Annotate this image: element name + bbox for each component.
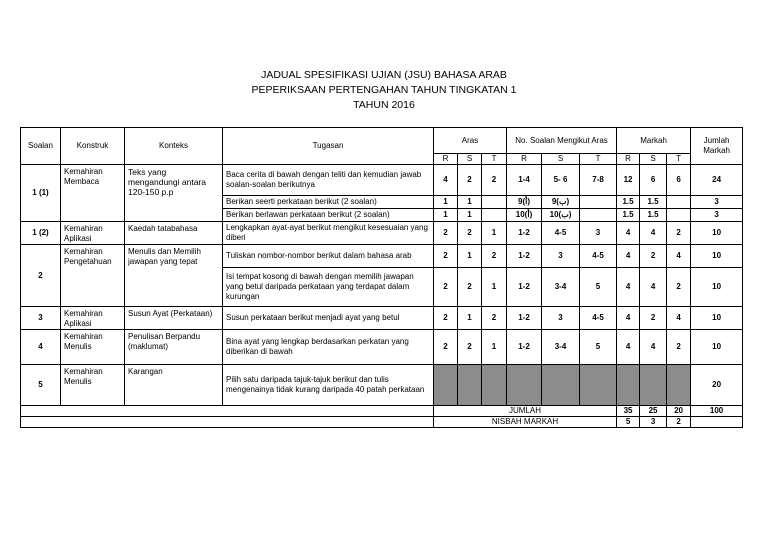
aras-r-cell: 2 — [434, 330, 458, 365]
markah-t-cell — [667, 365, 691, 406]
table-row — [21, 165, 743, 196]
aras-r-cell: 1 — [434, 196, 458, 209]
jumlah-markah-cell: 10 — [691, 268, 743, 307]
konstruk-cell: Kemahiran Pengetahuan — [61, 245, 125, 307]
no-soalan-s-cell: 5- 6 — [542, 165, 580, 196]
konteks-cell: Kaedah tatabahasa — [125, 222, 223, 245]
aras-s-cell: 1 — [458, 209, 482, 222]
markah-r-cell — [617, 365, 640, 406]
aras-t-cell — [482, 209, 507, 222]
nisbah-s: 3 — [640, 417, 667, 428]
konstruk-cell: Kemahiran Aplikasi — [61, 307, 125, 330]
nisbah-t: 2 — [667, 417, 691, 428]
no-soalan-t-cell — [580, 365, 617, 406]
nisbah-row — [21, 417, 743, 428]
jumlah-markah-cell: 10 — [691, 330, 743, 365]
aras-t-cell — [482, 196, 507, 209]
nisbah-label: NISBAH MARKAH — [434, 417, 617, 428]
jsu-table — [20, 127, 743, 428]
soalan-cell: 1 (2) — [21, 222, 61, 245]
aras-s-cell: 2 — [458, 222, 482, 245]
no-soalan-s-cell — [542, 365, 580, 406]
markah-t-cell: 4 — [667, 307, 691, 330]
header-konstruk: Konstruk — [61, 128, 125, 165]
aras-s-cell — [458, 365, 482, 406]
aras-r-cell: 2 — [434, 268, 458, 307]
markah-s-cell: 1.5 — [640, 209, 667, 222]
markah-t-cell: 4 — [667, 245, 691, 268]
subheader-t: T — [482, 154, 507, 165]
header-markah: Markah — [617, 128, 691, 154]
konteks-cell: Susun Ayat (Perkataan) — [125, 307, 223, 330]
konstruk-cell: Kemahiran Menulis — [61, 330, 125, 365]
title-line-2: PEPERIKSAAN PERTENGAHAN TAHUN TINGKATAN 1 — [251, 84, 517, 96]
aras-s-cell: 2 — [458, 268, 482, 307]
aras-r-cell: 2 — [434, 245, 458, 268]
tugasan-cell: Tuliskan nombor-nombor berikut dalam bahasa arab — [223, 245, 434, 268]
subheader-r: R — [507, 154, 542, 165]
soalan-cell: 2 — [21, 245, 61, 307]
tugasan-cell: Susun perkataan berikut menjadi ayat yang betul — [223, 307, 434, 330]
blank-cell — [691, 417, 743, 428]
blank-cell — [21, 417, 434, 428]
markah-s-cell: 6 — [640, 165, 667, 196]
no-soalan-t-cell: 5 — [580, 330, 617, 365]
no-soalan-s-cell: 10(ب) — [542, 209, 580, 222]
aras-t-cell: 2 — [482, 307, 507, 330]
markah-s-cell: 1.5 — [640, 196, 667, 209]
no-soalan-t-cell: 7-8 — [580, 165, 617, 196]
subheader-t: T — [667, 154, 691, 165]
jumlah-markah-cell: 10 — [691, 307, 743, 330]
jumlah-markah-cell: 10 — [691, 222, 743, 245]
tugasan-cell: Berikan seerti perkataan berikut (2 soalan) — [223, 196, 434, 209]
jumlah-label: JUMLAH — [434, 406, 617, 417]
aras-r-cell: 2 — [434, 307, 458, 330]
no-soalan-r-cell — [507, 365, 542, 406]
konteks-cell: Karangan — [125, 365, 223, 406]
aras-s-cell: 1 — [458, 307, 482, 330]
subheader-s: S — [458, 154, 482, 165]
tugasan-cell: Berikan berlawan perkataan berikut (2 soalan) — [223, 209, 434, 222]
markah-s-cell: 4 — [640, 268, 667, 307]
subheader-s: S — [640, 154, 667, 165]
nisbah-r: 5 — [617, 417, 640, 428]
markah-s-cell — [640, 365, 667, 406]
tugasan-cell: Isi tempat kosong di bawah dengan memilih jawapan yang betul daripada perkataan yang terdapat dalam kurungan — [223, 268, 434, 307]
no-soalan-t-cell: 3 — [580, 222, 617, 245]
header-jumlah-markah: Jumlah Markah — [691, 128, 743, 165]
markah-r-cell: 4 — [617, 307, 640, 330]
jumlah-total: 100 — [691, 406, 743, 417]
markah-t-cell: 2 — [667, 330, 691, 365]
no-soalan-t-cell: 5 — [580, 268, 617, 307]
subheader-r: R — [617, 154, 640, 165]
markah-t-cell: 6 — [667, 165, 691, 196]
konstruk-cell: Kemahiran Aplikasi — [61, 222, 125, 245]
jumlah-markah-cell: 10 — [691, 245, 743, 268]
aras-s-cell: 1 — [458, 245, 482, 268]
no-soalan-t-cell: 4-5 — [580, 245, 617, 268]
konstruk-cell: Kemahiran Membaca — [61, 165, 125, 222]
table-row — [21, 245, 743, 268]
tugasan-cell: Lengkapkan ayat-ayat berikut mengikut kesesuaian yang diberi — [223, 222, 434, 245]
no-soalan-t-cell: 4-5 — [580, 307, 617, 330]
markah-r-cell: 4 — [617, 330, 640, 365]
table-row — [21, 330, 743, 365]
aras-r-cell: 4 — [434, 165, 458, 196]
no-soalan-r-cell: 9(أ) — [507, 196, 542, 209]
konteks-cell: Penulisan Berpandu (maklumat) — [125, 330, 223, 365]
konteks-cell: Teks yang mengandungi antara 120-150 p.p — [125, 165, 223, 222]
aras-t-cell: 1 — [482, 268, 507, 307]
markah-t-cell — [667, 209, 691, 222]
aras-t-cell: 2 — [482, 245, 507, 268]
markah-r-cell: 12 — [617, 165, 640, 196]
header-aras: Aras — [434, 128, 507, 154]
jumlah-markah-cell: 3 — [691, 196, 743, 209]
soalan-cell: 3 — [21, 307, 61, 330]
jumlah-r: 35 — [617, 406, 640, 417]
soalan-cell: 4 — [21, 330, 61, 365]
subheader-r: R — [434, 154, 458, 165]
title-line-1: JADUAL SPESIFIKASI UJIAN (JSU) BAHASA ARAB — [261, 69, 507, 81]
aras-s-cell: 2 — [458, 165, 482, 196]
markah-r-cell: 4 — [617, 222, 640, 245]
no-soalan-r-cell: 1-2 — [507, 268, 542, 307]
aras-s-cell: 1 — [458, 196, 482, 209]
aras-r-cell: 1 — [434, 209, 458, 222]
jumlah-markah-cell: 3 — [691, 209, 743, 222]
no-soalan-s-cell: 3 — [542, 245, 580, 268]
markah-r-cell: 1.5 — [617, 196, 640, 209]
tugasan-cell: Bina ayat yang lengkap berdasarkan perkatan yang diberikan di bawah — [223, 330, 434, 365]
subheader-t: T — [580, 154, 617, 165]
markah-s-cell: 4 — [640, 330, 667, 365]
header-soalan: Soalan — [21, 128, 61, 165]
jumlah-markah-cell: 20 — [691, 365, 743, 406]
aras-t-cell: 2 — [482, 165, 507, 196]
header-no-soalan: No. Soalan Mengikut Aras — [507, 128, 617, 154]
jumlah-row — [21, 406, 743, 417]
markah-s-cell: 4 — [640, 222, 667, 245]
subheader-s: S — [542, 154, 580, 165]
aras-s-cell: 2 — [458, 330, 482, 365]
no-soalan-r-cell: 1-2 — [507, 222, 542, 245]
table-row — [21, 222, 743, 245]
aras-t-cell — [482, 365, 507, 406]
jumlah-markah-cell: 24 — [691, 165, 743, 196]
soalan-cell: 1 (1) — [21, 165, 61, 222]
no-soalan-r-cell: 1-2 — [507, 330, 542, 365]
no-soalan-s-cell: 3 — [542, 307, 580, 330]
header-row — [21, 128, 743, 154]
markah-t-cell: 2 — [667, 268, 691, 307]
no-soalan-t-cell — [580, 196, 617, 209]
aras-r-cell: 2 — [434, 222, 458, 245]
markah-s-cell: 2 — [640, 245, 667, 268]
markah-t-cell — [667, 196, 691, 209]
no-soalan-r-cell: 10(أ) — [507, 209, 542, 222]
header-konteks: Konteks — [125, 128, 223, 165]
aras-r-cell — [434, 365, 458, 406]
no-soalan-s-cell: 3-4 — [542, 330, 580, 365]
soalan-cell: 5 — [21, 365, 61, 406]
title-line-3: TAHUN 2016 — [353, 99, 415, 111]
aras-t-cell: 1 — [482, 222, 507, 245]
blank-cell — [21, 406, 434, 417]
no-soalan-t-cell — [580, 209, 617, 222]
markah-r-cell: 1.5 — [617, 209, 640, 222]
header-tugasan: Tugasan — [223, 128, 434, 165]
tugasan-cell: Pilih satu daripada tajuk-tajuk berikut dan tulis mengenainya tidak kurang daripada 40 patah perkataan — [223, 365, 434, 406]
no-soalan-r-cell: 1-2 — [507, 307, 542, 330]
markah-s-cell: 2 — [640, 307, 667, 330]
table-row — [21, 307, 743, 330]
markah-r-cell: 4 — [617, 245, 640, 268]
jumlah-t: 20 — [667, 406, 691, 417]
jumlah-s: 25 — [640, 406, 667, 417]
no-soalan-r-cell: 1-2 — [507, 245, 542, 268]
no-soalan-r-cell: 1-4 — [507, 165, 542, 196]
markah-r-cell: 4 — [617, 268, 640, 307]
tugasan-cell: Baca cerita di bawah dengan teliti dan kemudian jawab soalan-soalan berikutnya — [223, 165, 434, 196]
markah-t-cell: 2 — [667, 222, 691, 245]
konstruk-cell: Kemahiran Menulis — [61, 365, 125, 406]
no-soalan-s-cell: 3-4 — [542, 268, 580, 307]
aras-t-cell: 1 — [482, 330, 507, 365]
no-soalan-s-cell: 9(ب) — [542, 196, 580, 209]
konteks-cell: Menulis dan Memilih jawapan yang tepat — [125, 245, 223, 307]
no-soalan-s-cell: 4-5 — [542, 222, 580, 245]
table-row — [21, 365, 743, 406]
